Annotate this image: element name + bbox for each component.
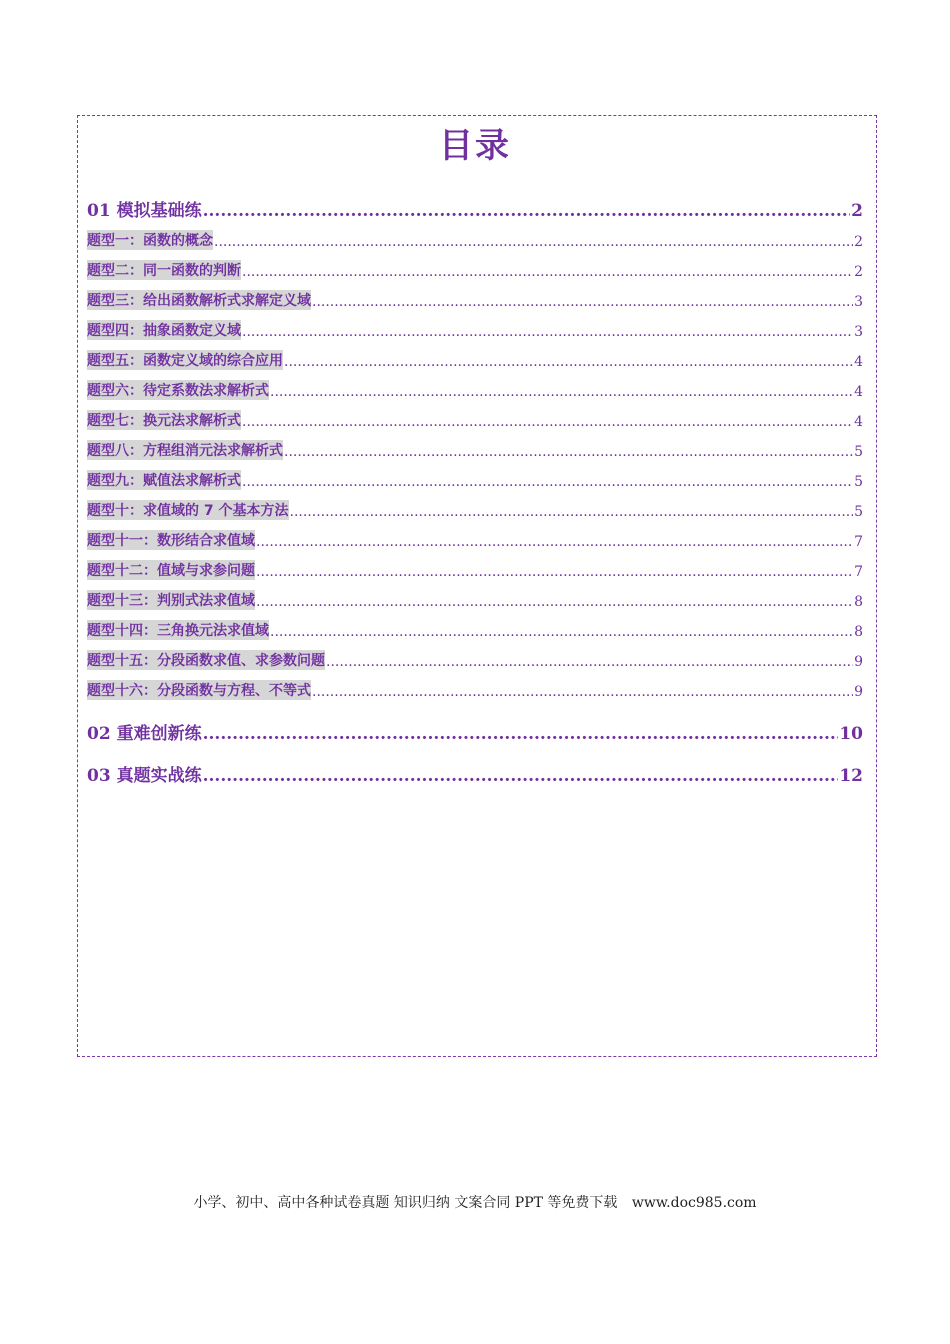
toc-page-number: 4 (854, 354, 863, 370)
toc-item[interactable] (87, 560, 863, 580)
toc-leader (242, 474, 853, 490)
toc-item-label: 题型九：赋值法求解析式 (87, 470, 241, 490)
toc-item[interactable] (87, 440, 863, 460)
toc-leader (242, 264, 853, 280)
toc-page-number: 2 (851, 201, 863, 221)
toc-item[interactable] (87, 530, 863, 550)
toc-leader (256, 564, 853, 580)
toc-item[interactable] (87, 470, 863, 490)
toc-item-label: 题型四：抽象函数定义域 (87, 320, 241, 340)
toc-page-number: 7 (854, 564, 863, 580)
toc-item[interactable] (87, 500, 863, 520)
toc-section-label: 02 重难创新练 (87, 724, 202, 744)
toc-leader (290, 504, 854, 520)
toc-section-02[interactable] (87, 722, 863, 744)
toc-item[interactable] (87, 590, 863, 610)
toc-section-01[interactable] (87, 199, 863, 221)
toc-page-number: 10 (839, 724, 863, 744)
toc-page-number: 5 (854, 444, 863, 460)
toc-leader (284, 444, 853, 460)
toc-item-label: 题型十四：三角换元法求值域 (87, 620, 269, 640)
toc-item-label: 题型十六：分段函数与方程、不等式 (87, 680, 311, 700)
toc-item-label: 题型十三：判别式法求值域 (87, 590, 255, 610)
toc-item[interactable] (87, 320, 863, 340)
toc-item-label: 题型七：换元法求解析式 (87, 410, 241, 430)
toc-item-label: 题型八：方程组消元法求解析式 (87, 440, 283, 460)
toc-item[interactable] (87, 260, 863, 280)
toc-item[interactable] (87, 680, 863, 700)
toc-leader (270, 384, 853, 400)
toc-page-number: 12 (839, 766, 863, 786)
footer-link[interactable]: www.doc985.com (631, 1195, 757, 1211)
toc-leader (312, 294, 853, 310)
toc-leader (256, 534, 853, 550)
toc-page-number: 3 (854, 294, 863, 310)
toc-item-label: 题型十：求值域的 7 个基本方法 (87, 500, 289, 520)
toc-leader (203, 201, 851, 221)
toc-item-label: 题型二：同一函数的判断 (87, 260, 241, 280)
toc-page-number: 2 (854, 264, 863, 280)
toc-item-label: 题型六：待定系数法求解析式 (87, 380, 269, 400)
toc-section-label: 03 真题实战练 (87, 766, 202, 786)
toc-leader (326, 654, 853, 670)
page-footer (0, 1192, 950, 1212)
toc-leader (256, 594, 853, 610)
toc-item-label: 题型十五：分段函数求值、求参数问题 (87, 650, 325, 670)
toc-leader (242, 324, 853, 340)
toc-page-number: 5 (854, 504, 863, 520)
toc-leader (270, 624, 853, 640)
toc-page-number: 9 (854, 684, 863, 700)
toc-section-03[interactable] (87, 764, 863, 786)
toc-frame (77, 115, 877, 1057)
toc-page-number: 7 (854, 534, 863, 550)
toc-page-number: 3 (854, 324, 863, 340)
toc-item-label: 题型三：给出函数解析式求解定义域 (87, 290, 311, 310)
toc-item[interactable] (87, 620, 863, 640)
toc-page-number: 5 (854, 474, 863, 490)
toc-leader (242, 414, 853, 430)
toc-item[interactable] (87, 380, 863, 400)
toc-item-label: 题型十一：数形结合求值域 (87, 530, 255, 550)
toc-leader (203, 766, 839, 786)
toc-page-number: 4 (854, 414, 863, 430)
toc-leader (214, 234, 853, 250)
footer-text: 小学、初中、高中各种试卷真题 知识归纳 文案合同 PPT 等免费下载 (193, 1195, 618, 1211)
toc-item[interactable] (87, 350, 863, 370)
toc-page-number: 4 (854, 384, 863, 400)
toc-leader (312, 684, 853, 700)
toc-page-number: 8 (854, 624, 863, 640)
toc-page-number: 8 (854, 594, 863, 610)
toc-leader (284, 354, 853, 370)
toc-item[interactable] (87, 410, 863, 430)
toc-section-label: 01 模拟基础练 (87, 201, 202, 221)
toc-item[interactable] (87, 650, 863, 670)
toc-page-number: 9 (854, 654, 863, 670)
page-title: 目录 (439, 126, 511, 166)
toc-leader (203, 724, 839, 744)
toc-item[interactable] (87, 290, 863, 310)
toc-item[interactable] (87, 230, 863, 250)
toc-page-number: 2 (854, 234, 863, 250)
toc-item-label: 题型一：函数的概念 (87, 230, 213, 250)
toc-item-label: 题型十二：值域与求参问题 (87, 560, 255, 580)
toc-item-label: 题型五：函数定义域的综合应用 (87, 350, 283, 370)
